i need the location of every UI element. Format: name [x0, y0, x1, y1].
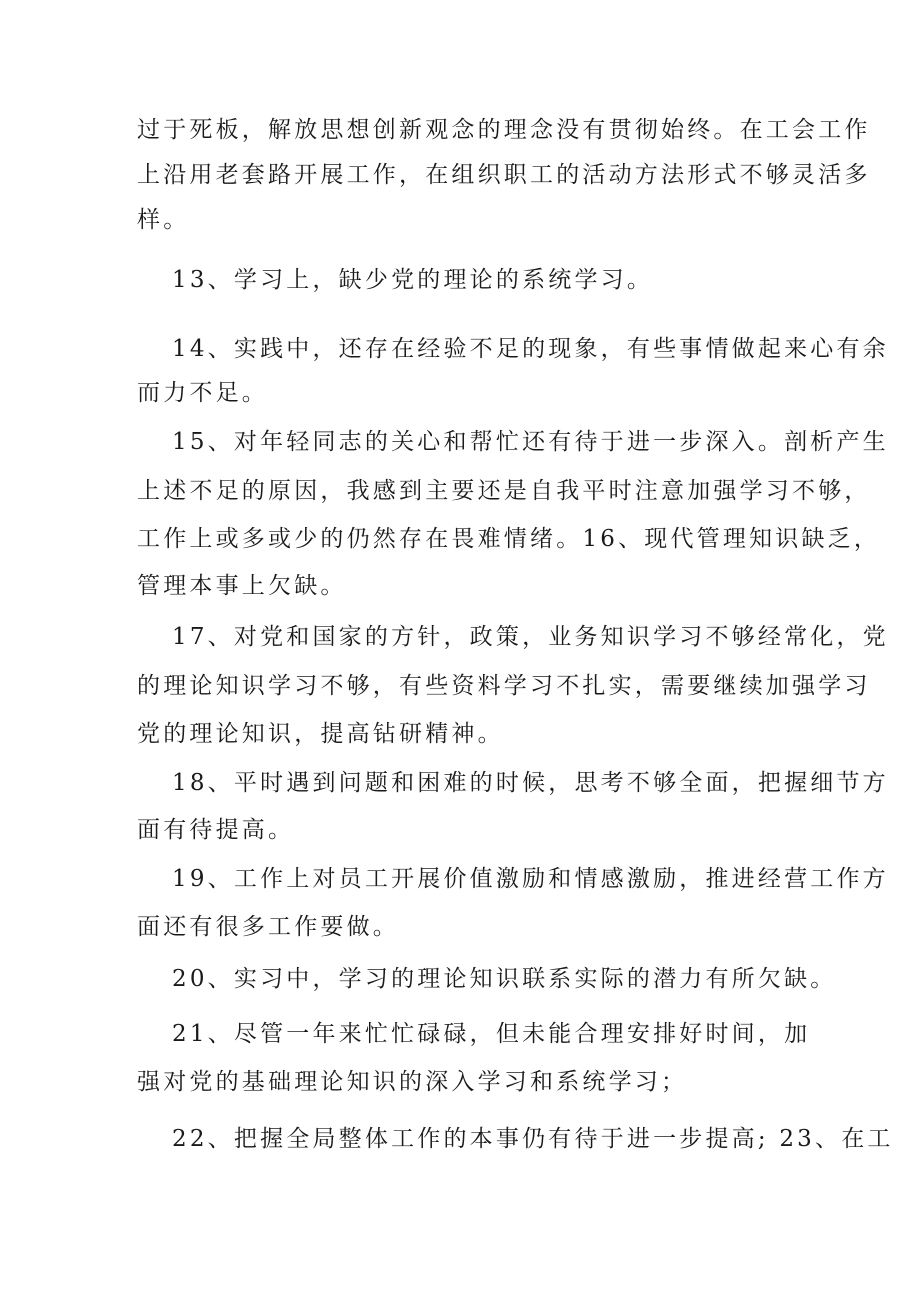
text-line: 工作上或多或少的仍然存在畏难情绪。16、现代管理知识缺乏， — [137, 526, 881, 552]
text-line: 而力不足。 — [137, 380, 268, 406]
text-line: 样。 — [137, 207, 190, 233]
text-line: 过于死板，解放思想创新观念的理念没有贯彻始终。在工会工作 — [137, 117, 871, 143]
text-line: 上述不足的原因，我感到主要还是自我平时注意加强学习不够， — [137, 478, 871, 504]
text-line: 上沿用老套路开展工作，在组织职工的活动方法形式不够灵活多 — [137, 162, 871, 188]
text-line: 强对党的基础理论知识的深入学习和系统学习； — [137, 1069, 688, 1095]
text-line: 22、把握全局整体工作的本事仍有待于进一步提高; 23、在工 — [172, 1126, 894, 1152]
text-line: 管理本事上欠缺。 — [137, 573, 347, 599]
text-line: 党的理论知识，提高钻研精神。 — [137, 721, 504, 747]
text-line: 13、学习上，缺少党的理论的系统学习。 — [172, 267, 654, 293]
text-line: 17、对党和国家的方针，政策，业务知识学习不够经常化，党 — [172, 624, 889, 650]
text-line: 20、实习中，学习的理论知识联系实际的潜力有所欠缺。 — [172, 966, 837, 992]
text-line: 18、平时遇到问题和困难的时候，思考不够全面，把握细节方 — [172, 770, 889, 796]
text-line: 14、实践中，还存在经验不足的现象，有些事情做起来心有余 — [172, 336, 889, 362]
text-line: 的理论知识学习不够，有些资料学习不扎实，需要继续加强学习 — [137, 673, 871, 699]
text-line: 19、工作上对员工开展价值激励和情感激励，推进经营工作方 — [172, 866, 889, 892]
text-line: 面有待提高。 — [137, 817, 295, 843]
text-line: 面还有很多工作要做。 — [137, 914, 399, 940]
text-line: 15、对年轻同志的关心和帮忙还有待于进一步深入。剖析产生 — [172, 429, 889, 455]
text-line: 21、尽管一年来忙忙碌碌，但未能合理安排好时间，加 — [172, 1021, 811, 1047]
